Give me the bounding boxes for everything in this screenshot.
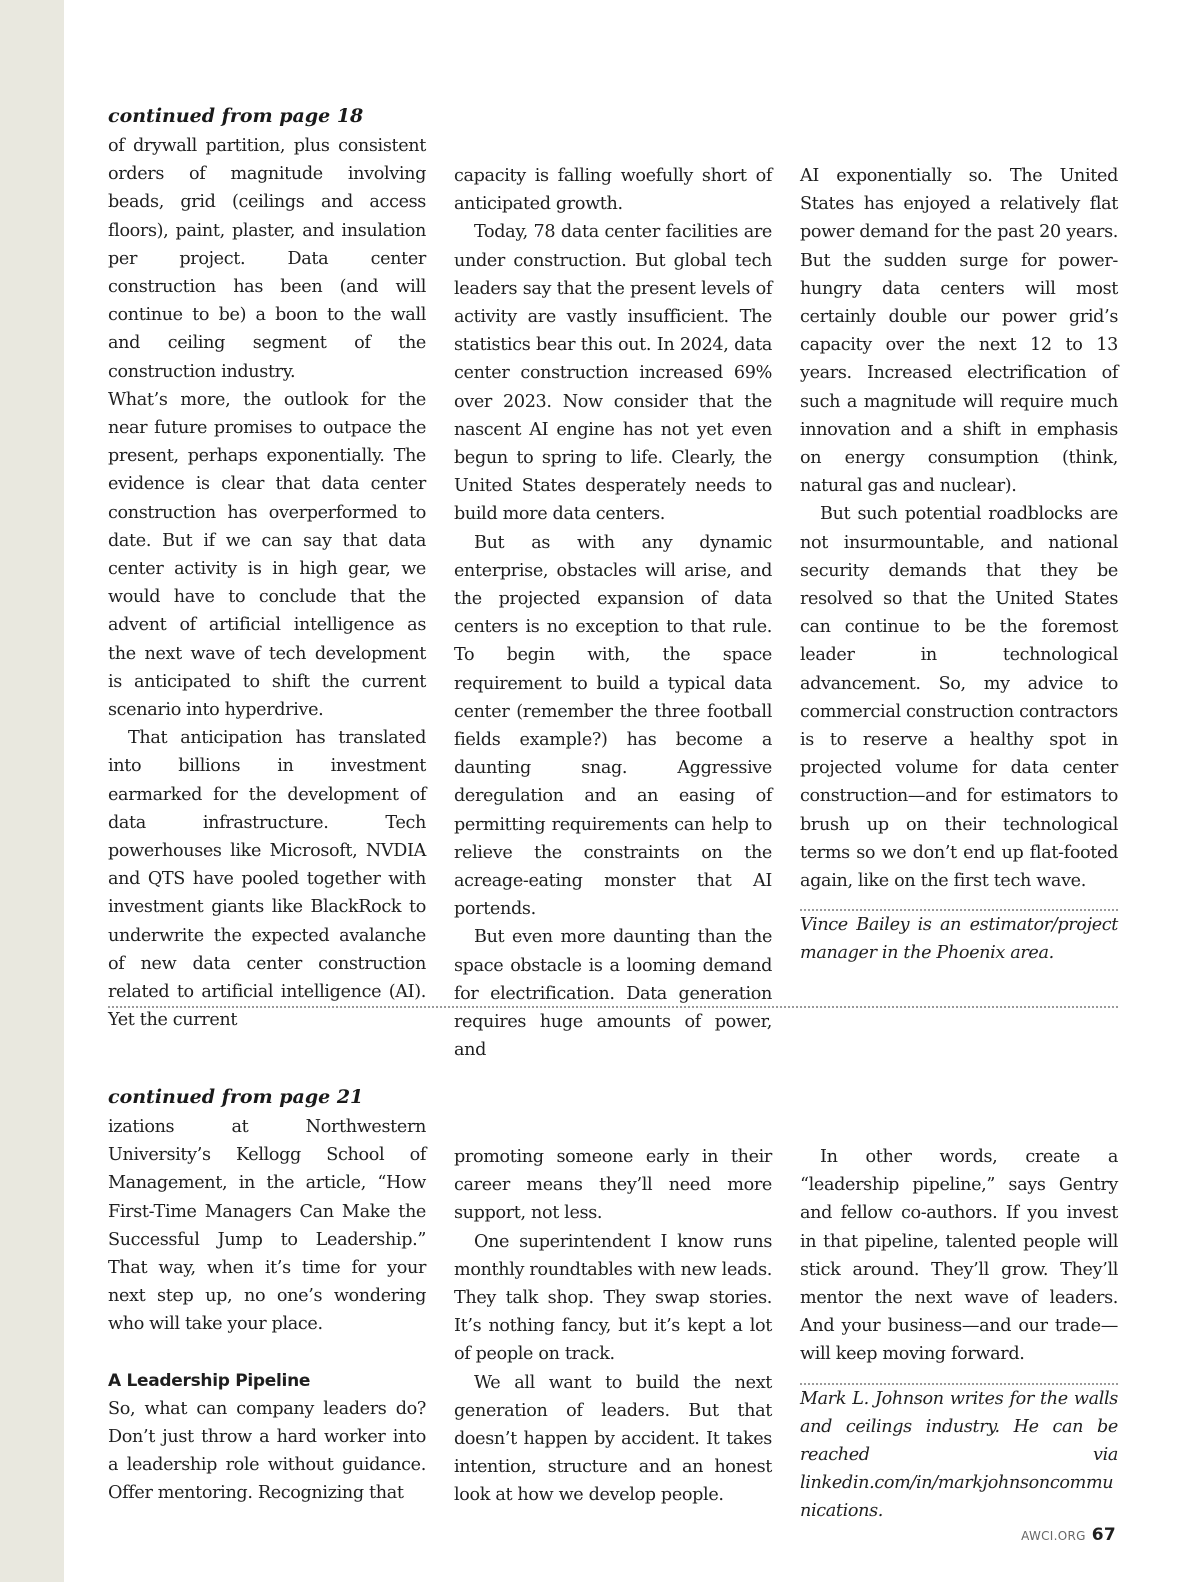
- page-edge-stripe: [0, 0, 64, 1582]
- page-folio: [1021, 1525, 1116, 1545]
- paragraph: That anticipation has translated into billions in investment earmarked for the development of data infrastructure. Tech powerhouses like Microsoft, NVDIA and QTS have pooled together with investment giants like BlackRock to underwrite the expected avalanche of new data center construction related to artificial intelligence (AI). Yet the current: [108, 728, 426, 1031]
- paragraph: izations at Northwestern University’s Kellogg School of Management, in the article, “How First-Time Managers Can Make the Successful Jump to Leadership.” That way, when it’s time for your next step up, no one’s wondering who will take your place.: [108, 1117, 426, 1335]
- article2-column-3: [800, 1113, 1118, 1526]
- site-name: AWCI.ORG: [1021, 1529, 1086, 1543]
- paragraph: promoting someone early in their career means they’ll need more support, not less.: [454, 1147, 772, 1224]
- paragraph: One superintendent I know runs monthly roundtables with new leads. They talk shop. They swap stories. It’s nothing fancy, but it’s kept a lot of people on track.: [454, 1231, 772, 1365]
- paragraph: What’s more, the outlook for the near future promises to outpace the present, perhaps exponentially. The evidence is clear that data center construction has overperformed to date. But if we can say that data center activity is in high gear, we would have to conclude that the advent of artificial intelligence as the next wave of tech development is anticipated to shift the current scenario into hyperdrive.: [108, 389, 426, 721]
- article-divider: [108, 1006, 1118, 1008]
- article1-column-1: [108, 132, 426, 1065]
- article2-column-2: [454, 1113, 772, 1526]
- paragraph: In other words, create a “leadership pipeline,” says Gentry and fellow co-authors. If you invest in that pipeline, talented people will stick around. They’ll grow. They’ll mentor the next wave of leaders. And your business—and our trade—will keep moving forward.: [800, 1147, 1118, 1365]
- continued-label: continued from page 21: [108, 1086, 364, 1108]
- article-columns: [108, 1113, 1118, 1526]
- article1-column-2: [454, 132, 772, 1065]
- article-leadership: [108, 1083, 1118, 1526]
- paragraph: But even more daunting than the space obstacle is a looming demand for electrification. Data generation requires huge amounts of power, and: [454, 927, 772, 1061]
- paragraph: Today, 78 data center facilities are under construction. But global tech leaders say that the present levels of activity are vastly insufficient. The statistics bear this out. In 2024, data center construction increased 69% over 2023. Now consider that the nascent AI engine has not yet even begun to spring to life. Clearly, the United States desperately needs to build more data centers.: [454, 222, 772, 525]
- continued-label: continued from page 18: [108, 105, 364, 127]
- article1-column-3: [800, 132, 1118, 1065]
- paragraph: So, what can company leaders do? Don’t just throw a hard worker into a leadership role without guidance. Offer mentoring. Recognizing that: [108, 1398, 426, 1504]
- paragraph: of drywall partition, plus consistent orders of magnitude involving beads, grid (ceilings and access floors), paint, plaster, and insulation per project. Data center construction has been (and will continue to be) a boon to the wall and ceiling segment of the construction industry.: [108, 136, 426, 382]
- paragraph: But as with any dynamic enterprise, obstacles will arise, and the projected expansion of data centers is no exception to that rule. To begin with, the space requirement to build a typical data center (remember the three football fields example?) has become a daunting snag. Aggressive deregulation and an easing of permitting requirements can help to relieve the constraints on the acreage-eating monster that AI portends.: [454, 532, 772, 920]
- author-bio: Mark L. Johnson writes for the walls and ceilings industry. He can be reached via linkedin.com/in/markjohnsoncommunications.: [800, 1388, 1118, 1522]
- paragraph: But such potential roadblocks are not insurmountable, and national security demands that they be resolved so that the United States can continue to be the foremost leader in technological advancement. So, my advice to commercial construction contractors is to reserve a healthy spot in projected volume for data center construction—and for estimators to brush up on their technological terms so we don’t end up flat-footed again, like on the first tech wave.: [800, 504, 1118, 892]
- paragraph: We all want to build the next generation of leaders. But that doesn’t happen by accident. It takes intention, structure and an honest look at how we develop people.: [454, 1372, 772, 1506]
- article2-column-1: [108, 1113, 426, 1526]
- article-data-centers: [108, 102, 1118, 1065]
- paragraph: AI exponentially so. The United States has enjoyed a relatively flat power demand for the past 20 years. But the sudden surge for power-hungry data centers will most certainly double our power grid’s capacity over the next 12 to 13 years. Increased electrification of such a magnitude will require much innovation and a shift in emphasis on energy consumption (think, natural gas and nuclear).: [800, 166, 1118, 497]
- page-number: 67: [1091, 1525, 1116, 1545]
- paragraph: capacity is falling woefully short of anticipated growth.: [454, 166, 772, 215]
- author-bio: Vince Bailey is an estimator/project manager in the Phoenix area.: [800, 915, 1118, 964]
- article-columns: [108, 132, 1118, 1065]
- section-subhead: A Leadership Pipeline: [108, 1370, 311, 1391]
